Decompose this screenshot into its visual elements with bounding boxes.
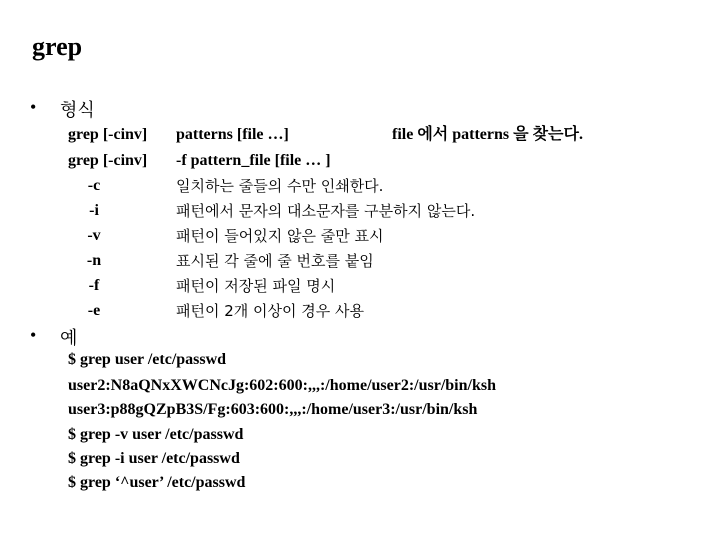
syntax-args: -f pattern_file [file … ] <box>176 152 331 169</box>
example-line: user3:p88gQZpB3S/Fg:603:600:,,,:/home/user3:/usr/bin/ksh <box>68 401 478 418</box>
option-flag: -e <box>87 302 101 319</box>
example-line: user2:N8aQNxXWCNcJg:602:600:,,,:/home/user2:/usr/bin/ksh <box>68 377 496 394</box>
example-line: $ grep -v user /etc/passwd <box>68 426 244 443</box>
option-desc: 표시된 각 줄에 줄 번호를 붙임 <box>176 252 374 270</box>
syntax-command: grep [-cinv] <box>68 152 148 169</box>
option-flag: -n <box>86 252 102 269</box>
option-desc: 패턴이 2개 이상이 경우 사용 <box>176 302 365 320</box>
syntax-desc: file 에서 patterns 을 찾는다. <box>392 126 583 143</box>
bullet-example: • <box>30 325 37 345</box>
example-line: $ grep ‘^user’ /etc/passwd <box>68 474 246 491</box>
option-flag: -v <box>87 227 101 244</box>
section-example-label: 예 <box>60 328 78 349</box>
example-line: $ grep -i user /etc/passwd <box>68 450 240 467</box>
option-desc: 일치하는 줄들의 수만 인쇄한다. <box>176 177 384 195</box>
section-format-label: 형식 <box>60 100 95 121</box>
syntax-args: patterns [file …] <box>176 126 289 143</box>
option-flag: -i <box>89 202 99 219</box>
slide-title: grep <box>32 32 83 61</box>
syntax-command: grep [-cinv] <box>68 126 148 143</box>
option-flag: -c <box>87 177 101 194</box>
option-desc: 패턴에서 문자의 대소문자를 구분하지 않는다. <box>176 202 476 220</box>
option-flag: -f <box>88 277 100 294</box>
option-desc: 패턴이 저장된 파일 명시 <box>176 277 336 295</box>
option-desc: 패턴이 들어있지 않은 줄만 표시 <box>176 227 384 245</box>
example-line: $ grep user /etc/passwd <box>68 351 227 368</box>
bullet-format: • <box>30 97 37 117</box>
